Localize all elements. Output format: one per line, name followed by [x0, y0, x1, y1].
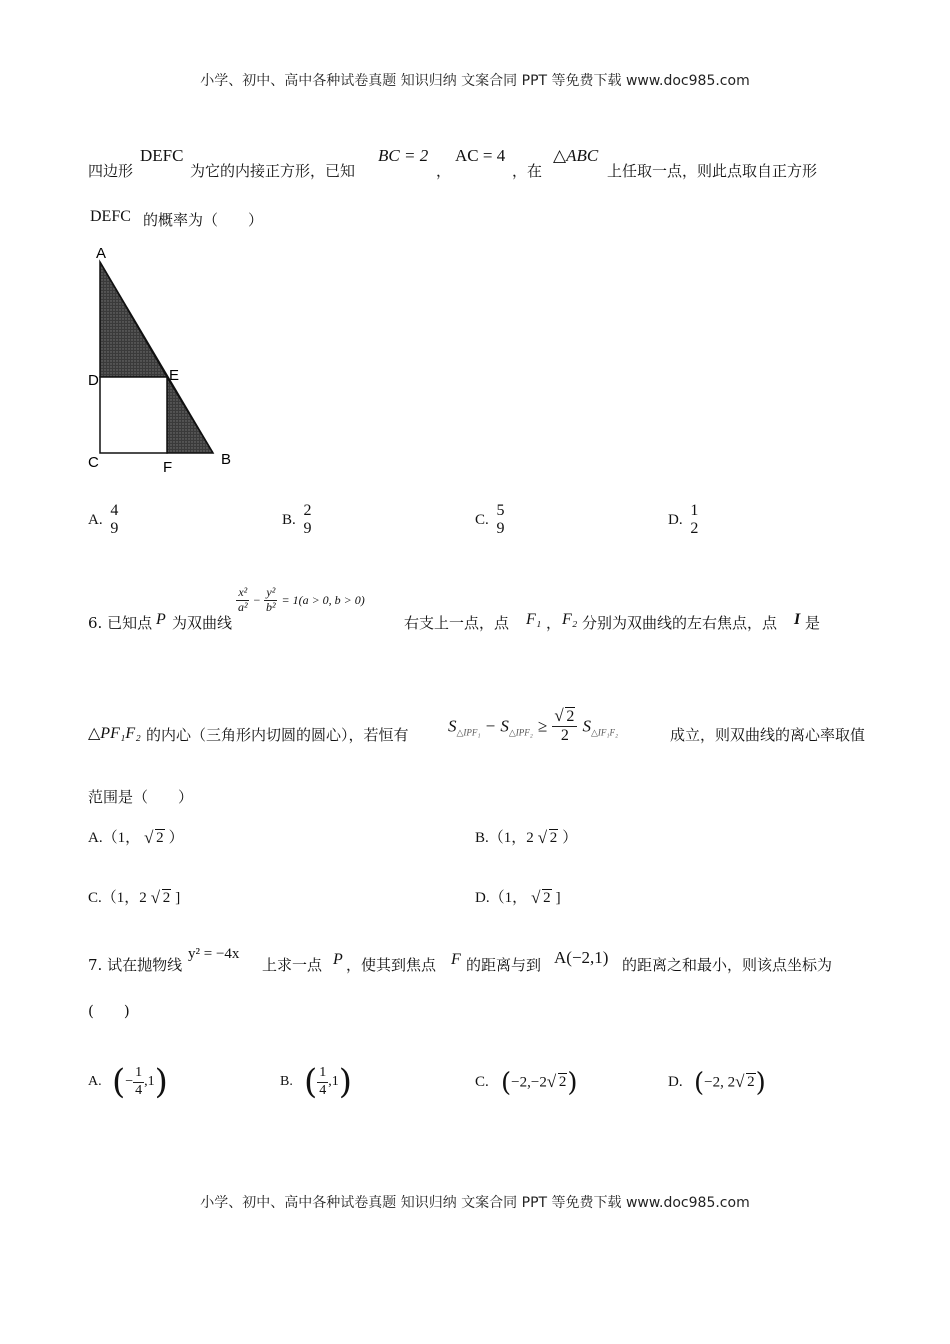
vertex-e-label: E	[169, 367, 180, 384]
q6-option-c[interactable]: C.（1，2 √ 2 ]	[88, 888, 181, 907]
vertex-d-label: D	[88, 372, 99, 389]
q7-line2: ( )	[88, 1002, 130, 1020]
q6-area-inequality: $S_{\triangle IPF_1} - S_{\triangle IPF_2}$ ≥ √ 2 2 $S_{\triangle IF_1F_2}$	[448, 706, 619, 745]
option-denominator: 2	[690, 520, 699, 538]
q6-line2-text-c: 成立，则双曲线的离心率取值	[670, 726, 866, 744]
q6-text-after2: 分别为双曲线的左右焦点，点	[582, 614, 778, 632]
page-footer: 小学、初中、高中各种试卷真题 知识归纳 文案合同 PPT 等免费下载 www.doc985.com	[200, 1195, 750, 1211]
q6-text-after3: 是	[805, 614, 821, 632]
option-numerator: 2	[303, 502, 312, 519]
vertex-a-label: A	[96, 245, 107, 262]
option-denominator: 9	[303, 520, 312, 538]
q7-option-a[interactable]: A. (− $\frac{1}{4}$ ,1)	[88, 1062, 168, 1102]
q5-option-d[interactable]	[668, 502, 700, 539]
q6-option-b[interactable]: B.（1，2 √ 2 ）	[475, 828, 578, 847]
option-denominator: 9	[110, 520, 119, 538]
q7-text-mid1: 上求一点	[262, 956, 323, 974]
q7-option-d[interactable]: D. (−2, 2 √ 2)	[668, 1068, 766, 1098]
q7-parabola-eq: y² = −4x	[188, 946, 240, 962]
q5-line2-text: 的概率为（ ）	[143, 211, 264, 229]
vertex-b-label: B	[221, 451, 232, 468]
q5-line1-text3: ，在	[512, 162, 543, 180]
option-denominator: 9	[496, 520, 505, 538]
q6-sep: ，	[546, 614, 562, 632]
option-numerator: 5	[496, 502, 505, 519]
q5-option-a[interactable]	[88, 502, 120, 539]
q7-text-mid3: 的距离与到	[466, 956, 542, 974]
vertex-c-label: C	[88, 454, 99, 471]
q6-point-i: I	[794, 611, 801, 628]
q5-comma: ，	[436, 162, 452, 180]
vertex-f-label: F	[163, 459, 173, 476]
q7-text-mid4: 的距离之和最小，则该点坐标为	[622, 956, 833, 974]
q5-line1-text4: 上任取一点，则此点取自正方形	[607, 162, 818, 180]
q5-defc-label-2: DEFC	[90, 208, 131, 225]
page-header: 小学、初中、高中各种试卷真题 知识归纳 文案合同 PPT 等免费下载 www.doc985.com	[200, 73, 750, 89]
q7-intro: 7. 试在抛物线	[88, 956, 183, 974]
q6-hyperbola-equation: $\frac{\text{x²}}{\text{a²}}$ − $\frac{\text{y²}}{\text{b²}}$ = 1(a > 0, b > 0)	[238, 585, 365, 614]
q6-option-a[interactable]: A.（1， √ 2 ）	[88, 828, 184, 847]
q5-defc-label: DEFC	[140, 146, 184, 165]
q6-line2-text: 的内心（三角形内切圆的圆心），若恒有	[146, 726, 409, 744]
option-label: A.	[88, 511, 103, 528]
q6-f2: F₂	[562, 611, 578, 628]
q6-text-after: 右支上一点，点	[404, 614, 510, 632]
q7-point-a: A(−2,1)	[554, 948, 609, 967]
q7-text-mid2: ，使其到焦点	[346, 956, 437, 974]
q5-triangle-abc: △ABC	[553, 146, 599, 165]
option-numerator: 4	[110, 502, 119, 519]
q7-option-c[interactable]: C. (−2,−2 √ 2)	[475, 1068, 578, 1098]
q7-point-p: P	[333, 951, 343, 968]
option-label: D.	[668, 511, 683, 528]
q5-line1-text1: 四边形	[88, 162, 134, 180]
q6-intro: 6. 已知点	[88, 614, 153, 632]
square-defc	[100, 377, 167, 453]
q5-line1-text2: 为它的内接正方形，已知	[190, 162, 356, 180]
q6-text-mid1: 为双曲线	[172, 614, 233, 632]
q6-option-d[interactable]: D.（1， √ 2 ]	[475, 888, 561, 907]
q7-focus-f: F	[451, 951, 461, 968]
q5-ac-eq: AC = 4	[455, 146, 506, 165]
q7-option-b[interactable]: B. ( $\frac{1}{4}$ ,1)	[280, 1062, 353, 1102]
q6-f1: F₁	[526, 611, 542, 628]
q5-bc-eq: BC = 2	[378, 146, 429, 165]
q5-option-b[interactable]	[282, 502, 314, 539]
q6-triangle-pf1f2: △PF₁F₂	[88, 725, 141, 742]
option-label: C.	[475, 511, 489, 528]
q6-line3-text: 范围是（ ）	[88, 788, 194, 806]
option-numerator: 1	[690, 502, 699, 519]
q5-triangle-figure	[80, 240, 250, 480]
q6-point-p: P	[156, 611, 166, 628]
option-label: B.	[282, 511, 296, 528]
q5-option-c[interactable]	[475, 502, 507, 539]
